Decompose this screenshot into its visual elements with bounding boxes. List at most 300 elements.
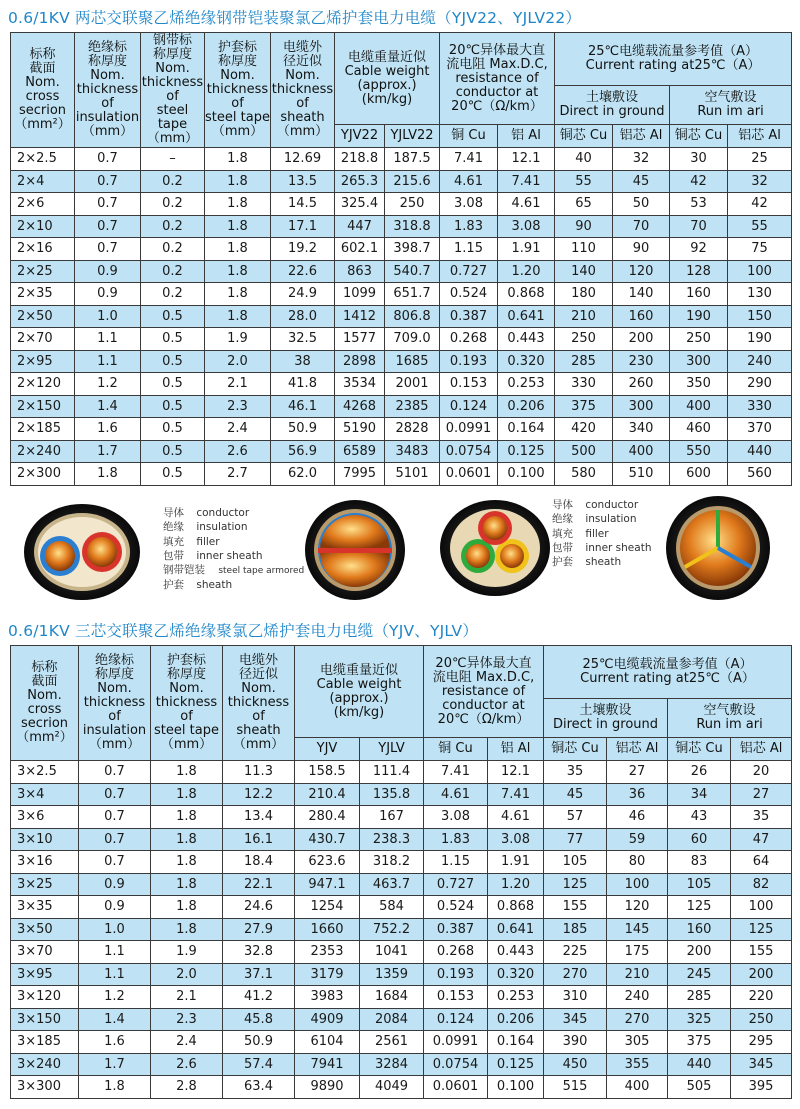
header-line: of bbox=[180, 709, 193, 724]
table-cell: 83 bbox=[668, 851, 731, 874]
table-cell: 1.7 bbox=[79, 1053, 151, 1076]
table-cell: 0.7 bbox=[79, 828, 151, 851]
header-line: (km/kg) bbox=[361, 91, 413, 107]
table-cell: 2828 bbox=[385, 418, 440, 441]
table-cell: 4.61 bbox=[424, 783, 488, 806]
header-res-cu: 铜 Cu bbox=[440, 125, 498, 148]
table-cell: 510 bbox=[613, 463, 670, 486]
table-cell: 4.61 bbox=[440, 170, 498, 193]
table-cell: 0.524 bbox=[440, 283, 498, 306]
table-cell: 1.8 bbox=[205, 238, 271, 261]
table-cell: 200 bbox=[613, 328, 670, 351]
header-line: steel tape bbox=[156, 103, 189, 132]
table-cell: 105 bbox=[668, 873, 731, 896]
header-line: Run im ari bbox=[696, 717, 763, 732]
header-insulation bbox=[75, 33, 141, 148]
legend-zh: 填充 bbox=[163, 535, 184, 548]
table-cell: 22.6 bbox=[271, 260, 335, 283]
legend-item bbox=[552, 527, 651, 541]
header-line: Nom. bbox=[155, 61, 190, 76]
header-line: 20℃异体最大直 bbox=[448, 42, 546, 58]
table-cell: 57.4 bbox=[223, 1053, 295, 1076]
cell-size: 2×120 bbox=[11, 373, 75, 396]
legend-en: inner sheath bbox=[585, 541, 652, 554]
header-sheath bbox=[151, 646, 223, 761]
table-row bbox=[11, 148, 792, 171]
table-cell: 340 bbox=[613, 418, 670, 441]
table-cell: 200 bbox=[668, 941, 731, 964]
table-cell: 180 bbox=[555, 283, 613, 306]
table-row bbox=[11, 806, 792, 829]
table-cell: 63.4 bbox=[223, 1076, 295, 1099]
header-line: conductor at bbox=[442, 697, 525, 713]
header-sheath bbox=[205, 33, 271, 148]
legend-item bbox=[552, 541, 651, 555]
legend-en: insulation bbox=[585, 513, 637, 526]
header-line: 电缆外 bbox=[238, 653, 278, 668]
table-cell: 50 bbox=[613, 193, 670, 216]
table-cell: 120 bbox=[607, 896, 668, 919]
header-line: 空气敷设 bbox=[704, 90, 757, 105]
table-cell: 60 bbox=[668, 828, 731, 851]
header-weight-yjlv: YJLV bbox=[360, 738, 424, 761]
table-cell: 75 bbox=[728, 238, 792, 261]
table-cell: 500 bbox=[555, 440, 613, 463]
table-cell: 55 bbox=[728, 215, 792, 238]
table-cell: 245 bbox=[668, 963, 731, 986]
header-line: sheath bbox=[236, 723, 281, 738]
cell-size: 3×6 bbox=[11, 806, 79, 829]
table-cell: 1099 bbox=[335, 283, 385, 306]
table-cell: 17.1 bbox=[271, 215, 335, 238]
table-cell: 2561 bbox=[360, 1031, 424, 1054]
table-cell: 70 bbox=[613, 215, 670, 238]
legend-item bbox=[163, 549, 304, 563]
table-cell: 2.3 bbox=[205, 395, 271, 418]
legend-en: steel tape armored bbox=[218, 566, 305, 577]
header-air-al: 铝芯 Al bbox=[731, 738, 792, 761]
table-cell: 32.8 bbox=[223, 941, 295, 964]
table-cell: 155 bbox=[544, 896, 607, 919]
table-cell: 160 bbox=[668, 918, 731, 941]
table-row bbox=[11, 373, 792, 396]
table-cell: 22.1 bbox=[223, 873, 295, 896]
table-cell: 40 bbox=[555, 148, 613, 171]
table-cell: 0.7 bbox=[75, 148, 141, 171]
header-weight-yjv22: YJV22 bbox=[335, 125, 385, 148]
table-cell: 300 bbox=[670, 350, 728, 373]
table-cell: 0.524 bbox=[424, 896, 488, 919]
header-line: secrion bbox=[18, 103, 67, 118]
header-line: Nom. bbox=[220, 68, 255, 83]
header-line: steel tape bbox=[154, 723, 219, 738]
table-cell: 0.9 bbox=[79, 873, 151, 896]
table-cell: 125 bbox=[731, 918, 792, 941]
table-cell: 0.727 bbox=[440, 260, 498, 283]
table-row bbox=[11, 1076, 792, 1099]
header-line: 护套标 bbox=[166, 653, 206, 668]
header-insulation bbox=[79, 646, 151, 761]
header-steel-tape bbox=[141, 33, 205, 148]
table-cell: 420 bbox=[555, 418, 613, 441]
table-cell: 7941 bbox=[295, 1053, 360, 1076]
table-cell: 1412 bbox=[335, 305, 385, 328]
table1-title: 0.6/1KV 两芯交联聚乙烯绝缘钢带铠装聚氯乙烯护套电力电缆（YJV22、YJLV22） bbox=[8, 9, 582, 27]
table-cell: 0.0601 bbox=[424, 1076, 488, 1099]
cell-size: 2×300 bbox=[11, 463, 75, 486]
table-row bbox=[11, 305, 792, 328]
header-line: Direct in ground bbox=[552, 717, 659, 732]
table-cell: 0.7 bbox=[75, 170, 141, 193]
table-cell: 1.20 bbox=[488, 873, 544, 896]
table-row bbox=[11, 283, 792, 306]
table-cell: 0.268 bbox=[424, 941, 488, 964]
header-current bbox=[544, 646, 792, 699]
header-current bbox=[555, 33, 792, 86]
table-cell: 1.83 bbox=[440, 215, 498, 238]
table-cell: 5190 bbox=[335, 418, 385, 441]
table-cell: 1.8 bbox=[151, 896, 223, 919]
table-cell: 77 bbox=[544, 828, 607, 851]
table-cell: 0.100 bbox=[488, 1076, 544, 1099]
table-cell: 1.2 bbox=[79, 986, 151, 1009]
header-line: 20℃异体最大直 bbox=[435, 655, 532, 671]
table-cell: 1660 bbox=[295, 918, 360, 941]
table-cell: 3.08 bbox=[498, 215, 555, 238]
table-row bbox=[11, 963, 792, 986]
table-cell: 0.5 bbox=[141, 395, 205, 418]
table-cell: 150 bbox=[728, 305, 792, 328]
table-cell: 1.0 bbox=[79, 918, 151, 941]
table-cell: 110 bbox=[555, 238, 613, 261]
table-cell: 1.8 bbox=[151, 918, 223, 941]
table-cell: 2898 bbox=[335, 350, 385, 373]
header-line: of bbox=[166, 89, 179, 104]
table-cell: 0.5 bbox=[141, 463, 205, 486]
table-cell: 53 bbox=[670, 193, 728, 216]
header-res-al: 铝 Al bbox=[488, 738, 544, 761]
table-row bbox=[11, 395, 792, 418]
table-cell: 64 bbox=[731, 851, 792, 874]
table-row bbox=[11, 941, 792, 964]
table-cell: 398.7 bbox=[385, 238, 440, 261]
table-cell: 270 bbox=[607, 1008, 668, 1031]
table-cell: 460 bbox=[670, 418, 728, 441]
table-cell: 65 bbox=[555, 193, 613, 216]
header-line: 20℃（Ω/km） bbox=[437, 711, 530, 727]
table-cell: 90 bbox=[555, 215, 613, 238]
table-cell: 1.83 bbox=[424, 828, 488, 851]
header-weight-yjlv22: YJLV22 bbox=[385, 125, 440, 148]
header-line: of bbox=[108, 709, 121, 724]
table-cell: 41.2 bbox=[223, 986, 295, 1009]
table-cell: 0.193 bbox=[440, 350, 498, 373]
legend-item bbox=[163, 578, 304, 592]
table-row bbox=[11, 761, 792, 784]
table-cell: 0.7 bbox=[75, 193, 141, 216]
table-cell: 390 bbox=[544, 1031, 607, 1054]
cell-size: 3×70 bbox=[11, 941, 79, 964]
table-row bbox=[11, 463, 792, 486]
table-cell: 623.6 bbox=[295, 851, 360, 874]
table-cell: 185 bbox=[544, 918, 607, 941]
cell-size: 3×240 bbox=[11, 1053, 79, 1076]
header-diameter bbox=[271, 33, 335, 148]
table-cell: 1.8 bbox=[205, 215, 271, 238]
table-row bbox=[11, 1053, 792, 1076]
table-cell: 0.7 bbox=[79, 761, 151, 784]
header-weight-yjv: YJV bbox=[295, 738, 360, 761]
table-cell: 463.7 bbox=[360, 873, 424, 896]
legend-item bbox=[163, 563, 304, 578]
header-line: thickness bbox=[155, 695, 218, 710]
spec-table-two-core bbox=[10, 32, 792, 486]
header-line: 称厚度 bbox=[166, 667, 206, 682]
header-line: (approx.) bbox=[357, 77, 417, 93]
table-cell: 295 bbox=[731, 1031, 792, 1054]
table-cell: 450 bbox=[544, 1053, 607, 1076]
table-cell: 0.443 bbox=[488, 941, 544, 964]
table-cell: 345 bbox=[731, 1053, 792, 1076]
table-cell: 12.1 bbox=[498, 148, 555, 171]
header-line: （mm） bbox=[276, 124, 329, 139]
header-line: of bbox=[296, 96, 309, 111]
table-cell: 1.8 bbox=[151, 873, 223, 896]
table-cell: 430.7 bbox=[295, 828, 360, 851]
cell-size: 3×2.5 bbox=[11, 761, 79, 784]
table-cell: 140 bbox=[555, 260, 613, 283]
table-cell: 50.9 bbox=[271, 418, 335, 441]
table-cell: 55 bbox=[555, 170, 613, 193]
table-cell: 0.253 bbox=[488, 986, 544, 1009]
header-line: 流电阻 Max.D.C, bbox=[446, 56, 548, 72]
header-line: （mm） bbox=[211, 124, 264, 139]
table-cell: 6589 bbox=[335, 440, 385, 463]
legend-zh: 包带 bbox=[552, 541, 573, 554]
table-cell: 100 bbox=[607, 873, 668, 896]
table-cell: 375 bbox=[555, 395, 613, 418]
table-cell: 3.08 bbox=[440, 193, 498, 216]
header-line: （mm²） bbox=[16, 730, 73, 745]
table-row bbox=[11, 873, 792, 896]
table-cell: 0.0991 bbox=[440, 418, 498, 441]
table-cell: 32 bbox=[728, 170, 792, 193]
table-cell: 250 bbox=[670, 328, 728, 351]
header-line: 称厚度 bbox=[87, 54, 127, 69]
legend-zh: 填充 bbox=[552, 527, 573, 540]
table-cell: 145 bbox=[607, 918, 668, 941]
header-line: Nom. bbox=[97, 681, 132, 696]
table-cell: 947.1 bbox=[295, 873, 360, 896]
table-cell: 27 bbox=[731, 783, 792, 806]
table-cell: 175 bbox=[607, 941, 668, 964]
legend-zh: 护套 bbox=[163, 579, 184, 592]
legend-item bbox=[163, 506, 304, 520]
header-line: （mm） bbox=[160, 737, 213, 752]
table-cell: 0.0991 bbox=[424, 1031, 488, 1054]
table-cell: 0.641 bbox=[498, 305, 555, 328]
table-cell: 505 bbox=[668, 1076, 731, 1099]
header-line: of bbox=[101, 96, 114, 111]
table-cell: 0.153 bbox=[440, 373, 498, 396]
cell-size: 2×240 bbox=[11, 440, 75, 463]
cable-diagrams bbox=[0, 490, 800, 610]
header-line: conductor at bbox=[455, 84, 539, 100]
table-cell: 2385 bbox=[385, 395, 440, 418]
table-cell: 280.4 bbox=[295, 806, 360, 829]
table-cell: 400 bbox=[607, 1076, 668, 1099]
legend-zh: 包带 bbox=[163, 549, 184, 562]
table-cell: 1.0 bbox=[75, 305, 141, 328]
table-cell: 1.15 bbox=[424, 851, 488, 874]
table-cell: 318.2 bbox=[360, 851, 424, 874]
table-cell: 3284 bbox=[360, 1053, 424, 1076]
table-cell: 0.0754 bbox=[440, 440, 498, 463]
table-cell: 56.9 bbox=[271, 440, 335, 463]
legend-en: sheath bbox=[196, 579, 233, 592]
header-line: 钢带标 bbox=[152, 33, 192, 48]
table-cell: 602.1 bbox=[335, 238, 385, 261]
table-cell: 250 bbox=[731, 1008, 792, 1031]
table-cell: 1.1 bbox=[75, 350, 141, 373]
table-cell: 1.8 bbox=[205, 283, 271, 306]
table-row bbox=[11, 328, 792, 351]
table-cell: 7.41 bbox=[488, 783, 544, 806]
cell-size: 3×25 bbox=[11, 873, 79, 896]
table-cell: 600 bbox=[670, 463, 728, 486]
cell-size: 2×150 bbox=[11, 395, 75, 418]
cell-size: 3×95 bbox=[11, 963, 79, 986]
legend-item bbox=[552, 498, 651, 512]
table-cell: 59 bbox=[607, 828, 668, 851]
table-cell: 34 bbox=[668, 783, 731, 806]
header-line: 电缆外 bbox=[282, 40, 322, 55]
table-cell: 0.9 bbox=[75, 283, 141, 306]
right-legend bbox=[552, 498, 651, 569]
header-line: Nom. bbox=[241, 681, 276, 696]
header-line: Current rating at25℃（A） bbox=[580, 671, 755, 686]
table-cell: 345 bbox=[544, 1008, 607, 1031]
table-cell: 0.387 bbox=[424, 918, 488, 941]
table-cell: 0.124 bbox=[424, 1008, 488, 1031]
table-cell: 1.8 bbox=[151, 761, 223, 784]
table-cell: 370 bbox=[728, 418, 792, 441]
table-cell: 46.1 bbox=[271, 395, 335, 418]
table-cell: 18.4 bbox=[223, 851, 295, 874]
table-cell: 35 bbox=[731, 806, 792, 829]
header-line: Nom. bbox=[27, 688, 62, 703]
header-line: insulation bbox=[75, 110, 140, 125]
table-cell: 0.2 bbox=[141, 193, 205, 216]
table-cell: 2.0 bbox=[151, 963, 223, 986]
table-cell: 290 bbox=[728, 373, 792, 396]
table-cell: 125 bbox=[544, 873, 607, 896]
table-cell: 0.125 bbox=[488, 1053, 544, 1076]
table-cell: 375 bbox=[668, 1031, 731, 1054]
table-cell: 0.387 bbox=[440, 305, 498, 328]
table-cell: 125 bbox=[668, 896, 731, 919]
header-line: 标称 bbox=[29, 47, 56, 62]
table-cell: 0.0601 bbox=[440, 463, 498, 486]
table-cell: 2.0 bbox=[205, 350, 271, 373]
table-cell: 218.8 bbox=[335, 148, 385, 171]
table-cell: 584 bbox=[360, 896, 424, 919]
header-line: 称厚度 bbox=[217, 54, 257, 69]
table-cell: 6104 bbox=[295, 1031, 360, 1054]
table-cell: 440 bbox=[728, 440, 792, 463]
table-cell: 1.6 bbox=[75, 418, 141, 441]
table-cell: 50.9 bbox=[223, 1031, 295, 1054]
table-cell: 350 bbox=[670, 373, 728, 396]
header-line: 护套标 bbox=[217, 40, 257, 55]
table-cell: 160 bbox=[613, 305, 670, 328]
table-cell: 90 bbox=[613, 238, 670, 261]
table-cell: 1.8 bbox=[151, 828, 223, 851]
table-cell: 2001 bbox=[385, 373, 440, 396]
table-cell: 0.2 bbox=[141, 238, 205, 261]
table-cell: 0.164 bbox=[498, 418, 555, 441]
table-cell: 19.2 bbox=[271, 238, 335, 261]
table-cell: 0.9 bbox=[79, 896, 151, 919]
header-line: Nom. bbox=[25, 75, 60, 90]
table-cell: 0.7 bbox=[75, 238, 141, 261]
header-line: resistance of bbox=[455, 70, 539, 86]
header-line: Nom. bbox=[90, 68, 125, 83]
table-cell: 318.8 bbox=[385, 215, 440, 238]
table-cell: 1359 bbox=[360, 963, 424, 986]
cell-size: 3×16 bbox=[11, 851, 79, 874]
table-cell: 46 bbox=[607, 806, 668, 829]
table-cell: 62.0 bbox=[271, 463, 335, 486]
table-cell: 4.61 bbox=[498, 193, 555, 216]
header-line: Run im ari bbox=[697, 104, 764, 119]
table-cell: 325.4 bbox=[335, 193, 385, 216]
cell-size: 3×4 bbox=[11, 783, 79, 806]
two-core-oblique-icon bbox=[24, 504, 140, 600]
table-cell: 12.1 bbox=[488, 761, 544, 784]
table-cell: 4909 bbox=[295, 1008, 360, 1031]
table-cell: 7.41 bbox=[424, 761, 488, 784]
table-cell: 25 bbox=[728, 148, 792, 171]
table-cell: 4268 bbox=[335, 395, 385, 418]
header-weight bbox=[295, 646, 424, 738]
table-cell: 0.5 bbox=[141, 440, 205, 463]
left-legend bbox=[163, 506, 304, 593]
table-cell: 1.9 bbox=[205, 328, 271, 351]
table-row bbox=[11, 193, 792, 216]
table-cell: 1685 bbox=[385, 350, 440, 373]
table-cell: 1.7 bbox=[75, 440, 141, 463]
table-cell: 1.8 bbox=[151, 783, 223, 806]
cell-size: 2×185 bbox=[11, 418, 75, 441]
header-line: Direct in ground bbox=[559, 104, 665, 119]
header-line: 空气敷设 bbox=[703, 703, 756, 718]
table-cell: 1.1 bbox=[75, 328, 141, 351]
table-cell: 0.2 bbox=[141, 283, 205, 306]
table-cell: 1.4 bbox=[79, 1008, 151, 1031]
legend-item bbox=[163, 535, 304, 549]
table-cell: 1.8 bbox=[151, 806, 223, 829]
table-cell: 395 bbox=[731, 1076, 792, 1099]
table-cell: 20 bbox=[731, 761, 792, 784]
table-cell: 187.5 bbox=[385, 148, 440, 171]
table-cell: 0.125 bbox=[498, 440, 555, 463]
table-cell: 160 bbox=[670, 283, 728, 306]
table-cell: 3483 bbox=[385, 440, 440, 463]
table-cell: 0.868 bbox=[498, 283, 555, 306]
header-line: steel tape bbox=[205, 110, 270, 125]
table-cell: 330 bbox=[728, 395, 792, 418]
